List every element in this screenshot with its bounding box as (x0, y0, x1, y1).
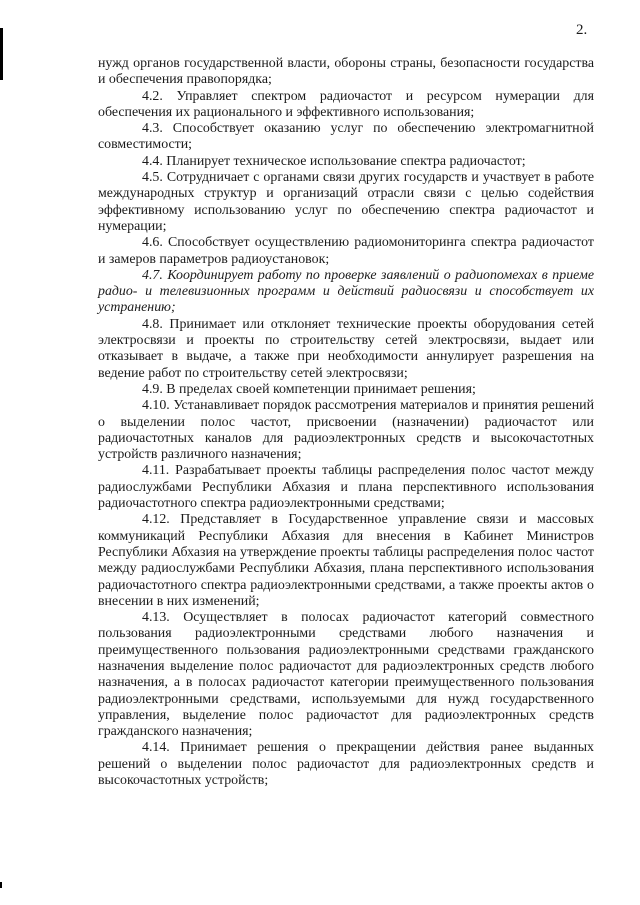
page-number: 2. (576, 22, 588, 38)
paragraph-4-10: 4.10. Устанавливает порядок рассмотрения материалов и принятия решений о выделении полос частот, присвоении (назначении) радиочастот или радиочастотных каналов для радиоэлектронных средств и высокочастотных устройств различного назначения; (98, 398, 594, 463)
paragraph-4-14: 4.14. Принимает решения о прекращении действия ранее выданных решений о выделении полос радиочастот для радиоэлектронных средств и высокочастотных устройств; (98, 740, 594, 789)
scan-edge-mark-bottom (0, 882, 2, 888)
paragraph-4-13: 4.13. Осуществляет в полосах радиочастот категорий совместного пользования радиоэлектронными средствами любого назначения и преимущественного пользования радиоэлектронными средствами гражданского назначения выделение полос радиочастот для радиоэлектронных средств любого назначения, а в полосах радиочастот категории преимущественного пользования радиоэлектронными средствами, используемыми для нужд государственного управления, выделение полос радиочастот для радиоэлектронных средств гражданского назначения; (98, 610, 594, 740)
paragraph-4-4: 4.4. Планирует техническое использование спектра радиочастот; (142, 153, 526, 169)
paragraph-4-3: 4.3. Способствует оказанию услуг по обеспечению электромагнитной совместимости; (98, 121, 594, 153)
paragraph-4-5: 4.5. Сотрудничает с органами связи других государств и участвует в работе международных структур и организаций отрасли связи с целью содействия эффективному использованию услуг по обеспечению спектра радиочастот и нумерации; (98, 170, 594, 234)
paragraph-4-8: 4.8. Принимает или отклоняет технические проекты оборудования сетей электросвязи и проекты по строительству сетей электросвязи, выдает или отказывает в выдаче, а также при необходимости аннулирует разрешения на ведение работ по строительству сетей электросвязи; (98, 316, 594, 381)
document-body (98, 56, 594, 789)
paragraph-4-6: 4.6. Способствует осуществлению радиомониторинга спектра радиочастот и замеров параметров радиоустановок; (98, 235, 594, 267)
paragraph-4-2: 4.2. Управляет спектром радиочастот и ресурсом нумерации для обеспечения их рационального и эффективного использования; (98, 88, 594, 120)
paragraph-4-12: 4.12. Представляет в Государственное управление связи и массовых коммуникаций Республики Абхазия для внесения в Кабинет Министров Республики Абхазия на утверждение проекты таблицы распределения полос частот между радиослужбами Республики Абхазия, плана перспективного использования радиочастотного спектра радиоэлектронными средствами, а также проекты актов о внесении в них изменений; (98, 512, 594, 609)
scan-edge-mark (0, 28, 3, 80)
paragraph-continuation: нужд органов государственной власти, обороны страны, безопасности государства и обеспечения правопорядка; (98, 56, 594, 88)
paragraph-4-7: 4.7. Координирует работу по проверке заявлений о радиопомехах в приеме радио- и телевизионных программ и действий радиосвязи и способствует их устранению; (98, 267, 594, 316)
paragraph-4-11: 4.11. Разрабатывает проекты таблицы распределения полос частот между радиослужбами Республики Абхазия и плана перспективного использования радиочастотного спектра радиоэлектронными средствами; (98, 463, 594, 512)
paragraph-4-9: 4.9. В пределах своей компетенции принимает решения; (142, 381, 476, 397)
